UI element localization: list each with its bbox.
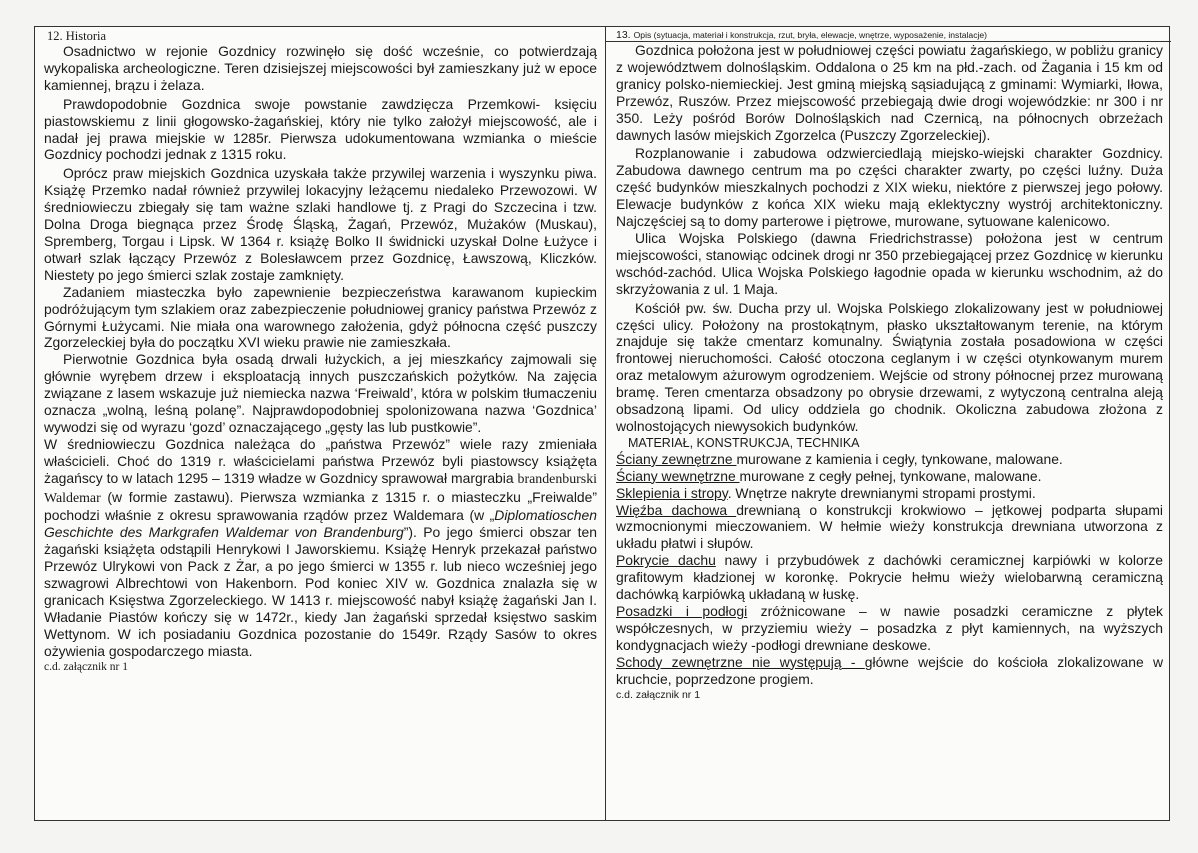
description-footer-note: c.d. załącznik nr 1 bbox=[616, 688, 701, 701]
material-roof-covering bbox=[616, 552, 1163, 603]
history-paragraph-5: Pierwotnie Gozdnica była osadą drwali łużyckich, a jej mieszkańcy zajmowali się głównie wyrębem drzew i eksploatacją innych puszczańskich pożytków. Na zajęcia związane z lasem wskazuje już niemiecka nazwa ‘Freiwald’, która w polskim tłumaczeniu oznacza „wolną, leśną polanę”. Najprawdopodobniej spolonizowana nazwa ‘Gozdnica’ wywodzi się od wyrazu ‘gozd’ oznaczającego „gęsty las lub pustkowie”. bbox=[44, 351, 597, 435]
description-paragraph-2: Rozplanowanie i zabudowa odzwierciedlają miejsko-wiejski charakter Gozdnicy. Zabudowa dawnego centrum ma po części charakter zwarty, po części luźny. Duża część budynków mieszkalnych pochodzi z XIX wieku, niektóre z pierwszej jego połowy. Elewacje budynków z końca XIX wieku mają eklektyczny wystrój architektoniczny. Najczęściej są to domy parterowe i piętrowe, murowane, sytuowane kalenicowo. bbox=[616, 145, 1163, 230]
history-footer-note: c.d. załącznik nr 1 bbox=[44, 660, 128, 673]
history-paragraph-1: Osadnictwo w rejonie Gozdnicy rozwinęło się dość wcześnie, co potwierdzają wykopaliska archeologiczne. Teren dzisiejszej miejscowości był zamieszkany już w epoce kamiennej, brązu i żelaza. bbox=[44, 43, 597, 93]
materials-subheading: MATERIAŁ, KONSTRUKCJA, TECHNIKA bbox=[628, 435, 860, 450]
material-exterior-walls-label: Ściany zewnętrzne bbox=[616, 450, 737, 467]
history-paragraph-4: Zadaniem miasteczka było zapewnienie bezpieczeństwa karawanom kupieckim podróżującym tym szlakiem oraz zabezpieczenie południowej granicy państwa Przewóz z Górnymi Łużycami. Nie miała ona warownego założenia, gdyż północna część puszczy Zgorzeleckiej była do początku XVI wieku prawie nie zamieszkała. bbox=[44, 283, 597, 351]
history-column bbox=[35, 27, 606, 820]
history-paragraph-6-serif-phrase: brandenburski Waldemar bbox=[44, 471, 597, 506]
description-paragraph-4: Kościół pw. św. Ducha przy ul. Wojska Polskiego zlokalizowany jest w południowej części ulicy. Położony na prostokątnym, płasko ukształtowanym terenie, na którym znajduje się także cmentarz komunalny. Świątynia została posadowiona w części frontowej nieruchomości. Całość otoczona ceglanym i w części otynkowanym murem oraz metalowym ażurowym ogrodzeniem. Wejście od strony północnej przez murowaną bramę. Teren cmentarza obsadzony po obrysie drzewami, z wytyczoną centralna aleją obsadzoną lipami. Od ulicy oddziela go chodnik. Okoliczna zabudowa złożona z wolnostojących niewysokich budynków. bbox=[616, 299, 1163, 434]
description-column bbox=[606, 27, 1171, 820]
material-vaults-ceilings bbox=[616, 485, 1163, 502]
material-floors-label: Posadzki i podłogi bbox=[616, 603, 748, 619]
material-roof-truss-text: drewnianą o konstrukcji krokwiowo – jętkowej podparta słupami wzmocnionymi mieczowaniem. W hełmie wieży konstrukcja drewniana utworzona z układu płatwi i słupów. bbox=[616, 501, 1163, 552]
material-interior-walls bbox=[616, 468, 1163, 485]
history-paragraph-2: Prawdopodobnie Gozdnica swoje powstanie zawdzięcza Przemkowi- księciu piastowskiemu z linii głogowsko-żagańskiej, który nie tylko założył miejscowość, ale i nadał jej prawa miejskie w 1285r. Pierwsza udokumentowana wzmianka o mieście Gozdnicy pochodzi jednak z 1315 roku. bbox=[44, 95, 597, 163]
material-stairs-text: główne wejście do kościoła zlokalizowane w kruchcie, poprzedzone progiem. bbox=[616, 653, 1163, 687]
history-paragraph-6-italic-title: Diplomatioschen Geschichte des Markgrafen Waldemar von Brandenburg bbox=[44, 507, 597, 541]
material-stairs bbox=[616, 654, 1163, 688]
history-paragraph-6 bbox=[44, 436, 597, 660]
document-sheet bbox=[34, 26, 1170, 821]
history-heading: 12. Historia bbox=[47, 29, 107, 43]
material-exterior-walls bbox=[616, 451, 1163, 468]
material-vaults-ceilings-label: Sklepienia i stropy bbox=[616, 484, 728, 501]
description-heading-text: Opis (sytuacja, materiał i konstrukcja, rzut, bryła, elewacje, wnętrze, wyposażenie, instalacje) bbox=[633, 30, 988, 40]
history-paragraph-3: Oprócz praw miejskich Gozdnica uzyskała także przywilej warzenia i wyszynku piwa. Książę Przemko nadał również przywilej lokacyjny leżącemu niedaleko Przewozowi. W średniowieczu zbiegały się tam ważne szlaki handlowe tj. z Pragi do Szczecina i tzw. Dolna Droga biegnąca przez Środę Śląską, Żagań, Przewóz, Mużaków (Muskau), Spremberg, Torgau i Lipsk. W 1364 r. książę Bolko II świdnicki uzyskał Dolne Łużyce i otwarł szlak łączący Przewóz z Bolesławcem przez Gozdnicę, Ławszową, Kliczków. Niestety po jego śmierci szlak zostaje zamknięty. bbox=[44, 165, 597, 283]
description-heading-number: 13. bbox=[616, 29, 631, 41]
material-roof-truss-label: Więźba dachowa bbox=[616, 501, 737, 518]
material-vaults-ceilings-text: . Wnętrze nakryte drewnianymi stropami prostymi. bbox=[727, 484, 1036, 501]
material-roof-covering-text: nawy i przybudówek z dachówki ceramicznej karpiówki w kolorze grafitowym kładzionej w koronkę. Pokrycie hełmu wieży wielobarwną ceramiczną dachówką karpiówką układaną w łuskę. bbox=[616, 552, 1163, 603]
history-paragraph-6-part-e: ”). Po jego śmierci obszar ten żagański książęta odstąpili Henrykowi I Jaworskiemu. Książę Henryk przekazał państwo Przewóz Ulrykowi von Pack z Żar, a po jego śmierci w 1355 r. lub nieco wcześniej jego szwagrowi Albrechtowi von Hakenborn. Pod koniec XIV w. Gozdnica znalazła się w granicach Księstwa Zgorzeleckiego. W 1413 r. miejscowość nabył książę żagański Jan I. Władanie Piastów kończy się w 1472r., kiedy Jan żagański sprzedał księstwo saskim Wettynom. W ich posiadaniu Gozdnica pozostanie do 1549r. Rządy Sasów to okres ożywienia gospodarczego miasta. bbox=[44, 524, 597, 659]
description-paragraph-3: Ulica Wojska Polskiego (dawna Friedrichstrasse) położona jest w centrum miejscowości, stanowiąc odcinek drogi nr 350 przebiegającej przez Gozdnicę w kierunku wschód-zachód. Ulica Wojska Polskiego łagodnie opada w kierunku wschodnim, aż do skrzyżowania z ul. 1 Maja. bbox=[616, 229, 1163, 297]
material-interior-walls-text: murowane z cegły pełnej, tynkowane, malowane. bbox=[739, 467, 1042, 484]
description-heading bbox=[606, 29, 1171, 42]
material-roof-covering-label: Pokrycie dachu bbox=[616, 552, 716, 569]
description-paragraph-1: Gozdnica położona jest w południowej części powiatu żagańskiego, w pobliżu granicy z województwem dolnośląskim. Oddalona o 25 km na płd.-zach. od Żagania i 15 km od granicy polsko-niemieckiej. Jest gminą miejską sąsiadującą z gminami: Wymiarki, Iłowa, Przewóz, Ruszów. Przez miejscowość przebiegają dwie drogi wojewódzkie: nr 300 i nr 350. Leży pośród Borów Dolnośląskich nad Czernicą, na północnych obrzeżach dawnych lasów miejskich Zgorzelca (Puszczy Zgorzeleckiej). bbox=[616, 42, 1163, 143]
history-paragraph-6-part-a: W średniowieczu Gozdnica należąca do „państwa Przewóz” wiele razy zmieniała właścicieli. Choć do 1319 r. właścicielami państwa Przewóz byli piastowscy książęta żagańscy to w latach 1295 – 1319 władze w Gozdnicy sprawował margrabia bbox=[44, 435, 597, 486]
material-interior-walls-label: Ściany wewnętrzne bbox=[616, 467, 740, 484]
history-paragraph-6-part-c: (w formie zastawu). Pierwsza wzmianka z 1315 r. o miasteczku „Freiwalde” pochodzi właśnie z okresu sprawowania rządów przez Waldemara (w „ bbox=[44, 488, 597, 524]
material-stairs-label: Schody zewnętrzne nie występują - bbox=[616, 653, 865, 670]
material-floors bbox=[616, 603, 1163, 654]
material-floors-text: zróżnicowane – w nawie posadzki ceramiczne z płytek współczesnych, w przyziemiu wieży – posadzka z płyt kamiennych, na wyższych kondygnacjach wieży -podłogi drewniane deskowe. bbox=[616, 603, 1163, 653]
material-roof-truss bbox=[616, 502, 1163, 553]
material-exterior-walls-text: murowane z kamienia i cegły, tynkowane, malowane. bbox=[736, 450, 1063, 467]
